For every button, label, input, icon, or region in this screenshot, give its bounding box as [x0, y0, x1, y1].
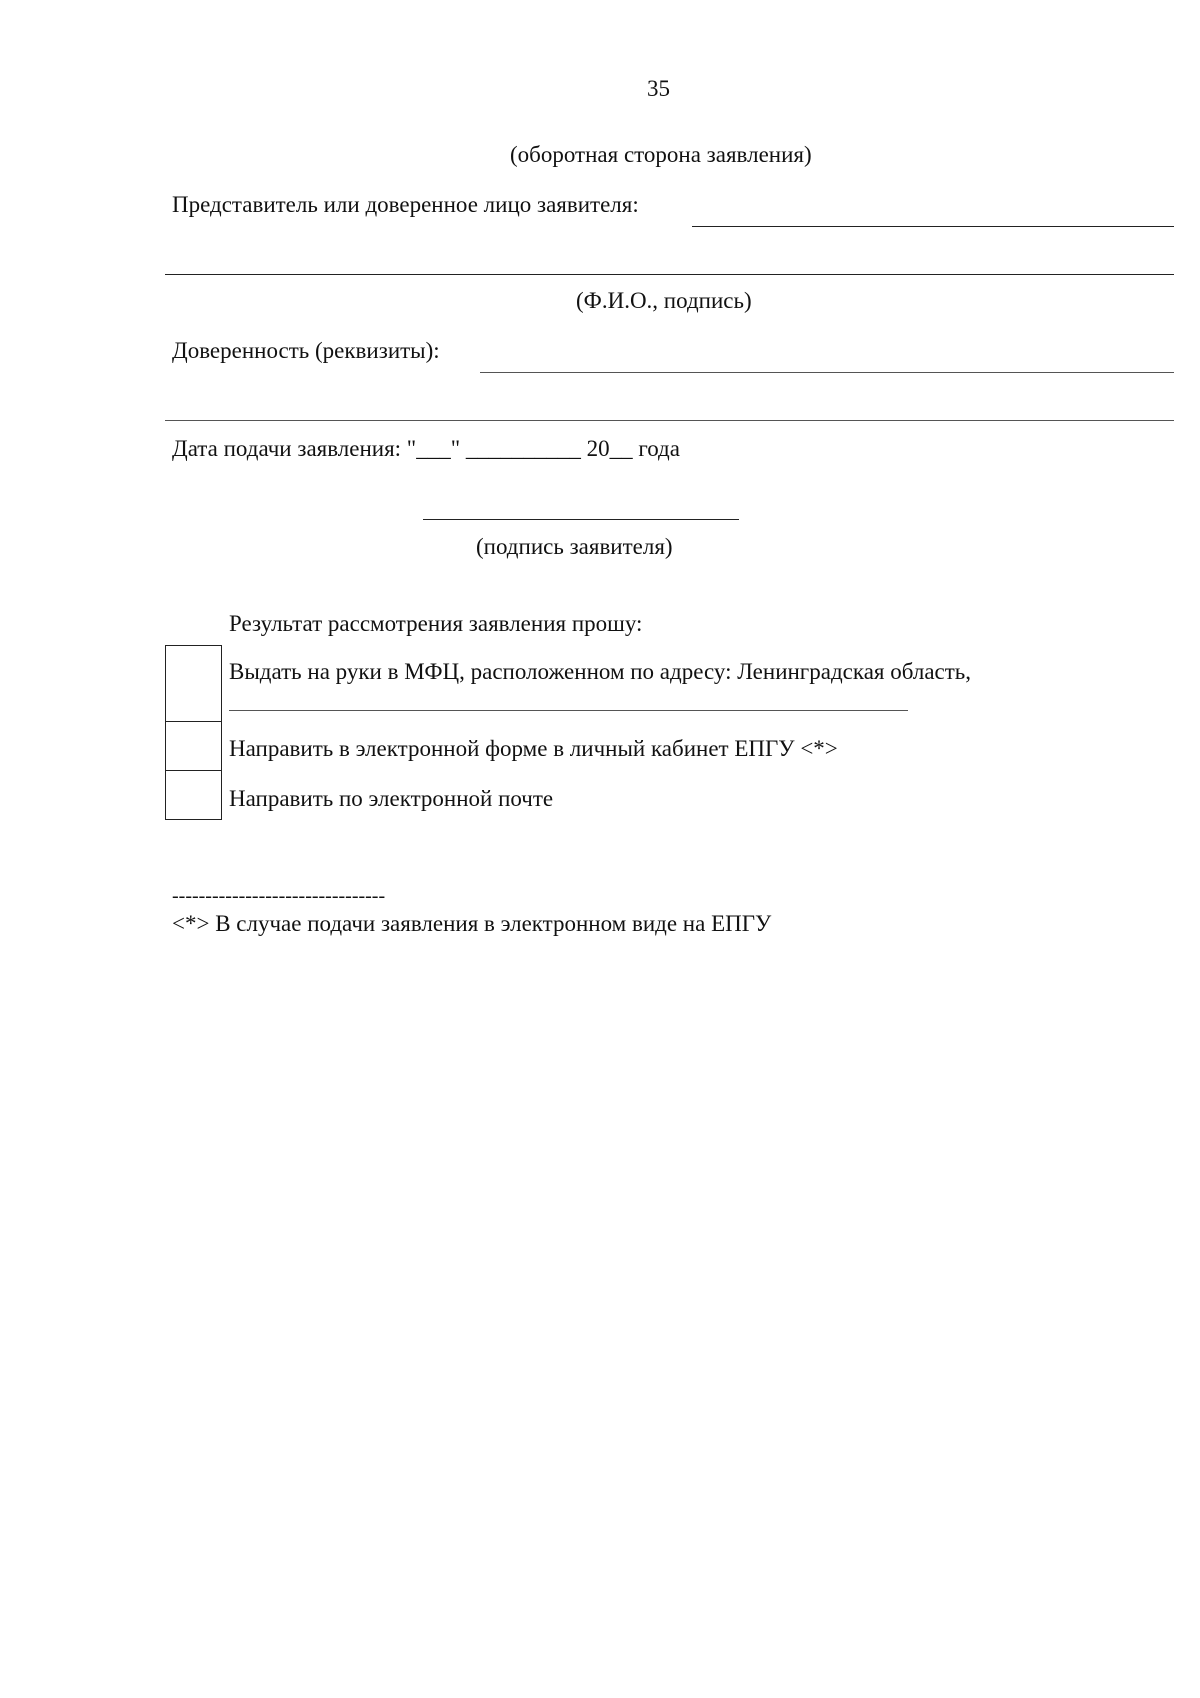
page-subtitle: (оборотная сторона заявления): [510, 142, 812, 167]
representative-name-line[interactable]: [692, 226, 1174, 227]
checkbox-epgu[interactable]: [166, 722, 222, 771]
result-heading: Результат рассмотрения заявления прошу:: [229, 611, 643, 636]
submission-date-label: Дата подачи заявления: "___" __________ 20__ года: [172, 436, 680, 461]
power-of-attorney-line[interactable]: [480, 372, 1174, 373]
option-mfc-label: Выдать на руки в МФЦ, расположенном по адресу: Ленинградская область,: [229, 659, 972, 684]
option-epgu-label: Направить в электронной форме в личный кабинет ЕПГУ <*>: [229, 736, 838, 761]
footnote-separator: --------------------------------: [172, 885, 386, 907]
mfc-address-line[interactable]: [229, 710, 908, 711]
checkbox-email[interactable]: [166, 771, 222, 820]
representative-full-line[interactable]: [165, 274, 1174, 275]
power-of-attorney-label: Доверенность (реквизиты):: [172, 338, 440, 363]
applicant-signature-caption: (подпись заявителя): [476, 534, 673, 559]
applicant-signature-line[interactable]: [423, 519, 739, 520]
checkbox-mfc[interactable]: [166, 646, 222, 722]
option-email-label: Направить по электронной почте: [229, 786, 554, 811]
footnote-text: <*> В случае подачи заявления в электронном виде на ЕПГУ: [172, 911, 772, 936]
page-number: 35: [647, 76, 670, 101]
power-of-attorney-full-line[interactable]: [165, 420, 1174, 421]
result-options-checkboxes: [165, 645, 222, 820]
representative-caption: (Ф.И.О., подпись): [576, 288, 752, 313]
representative-label: Представитель или доверенное лицо заявителя:: [172, 192, 639, 217]
